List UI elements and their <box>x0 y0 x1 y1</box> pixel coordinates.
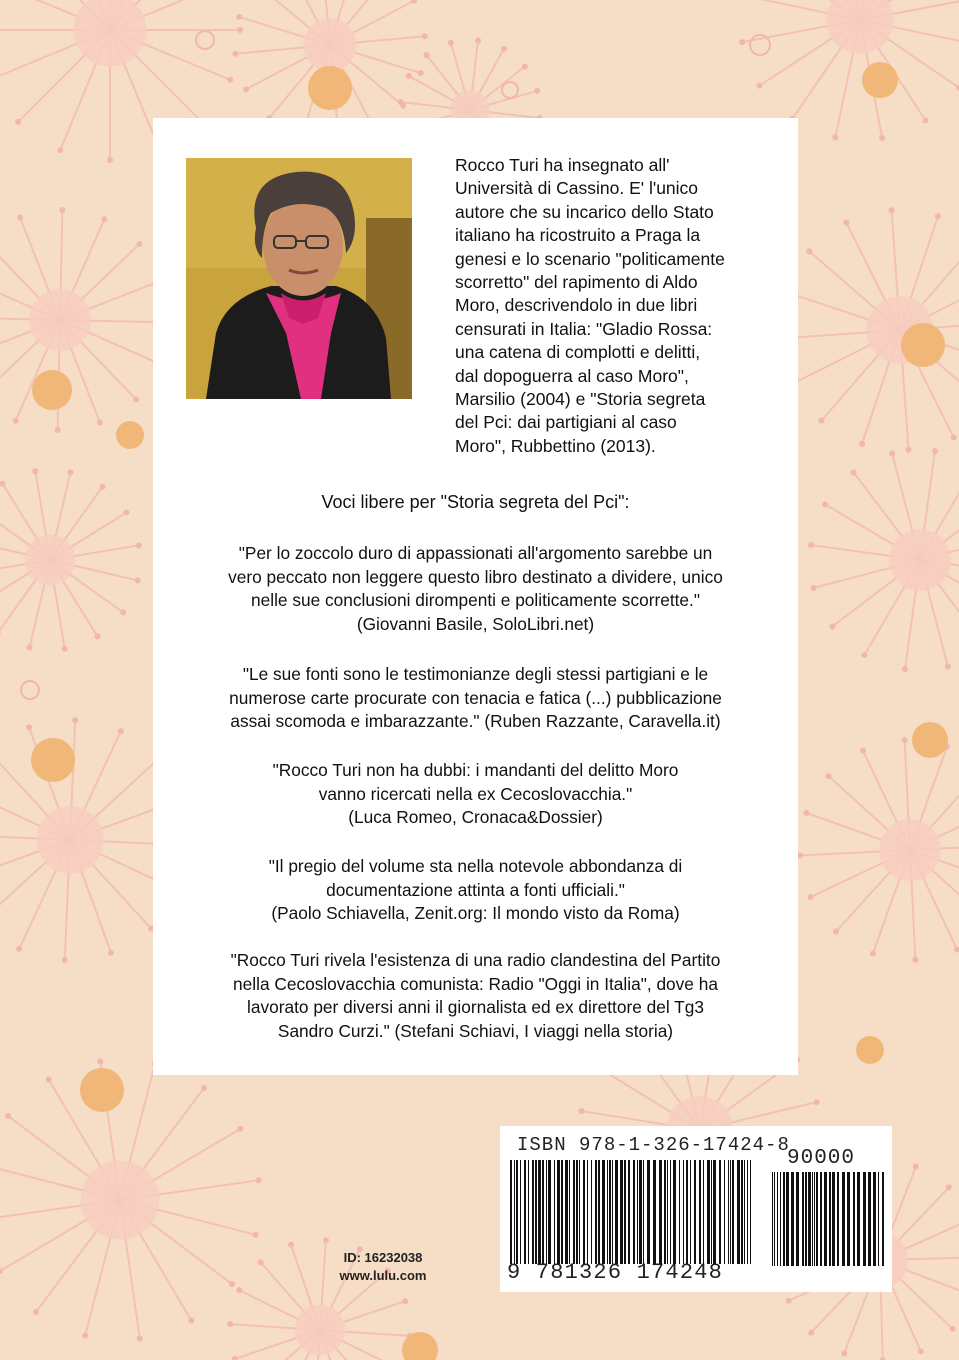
barcode-bar <box>857 1172 860 1266</box>
barcode-bar <box>882 1172 884 1266</box>
barcode-bar <box>847 1172 850 1266</box>
barcode-bar <box>719 1160 721 1264</box>
review-quote-2 <box>173 663 778 734</box>
barcode-bar <box>673 1160 676 1264</box>
barcode-bar <box>703 1160 704 1264</box>
barcode-bar <box>643 1160 644 1264</box>
bio-line: Marsilio (2004) e "Storia segreta <box>455 389 706 410</box>
barcode-bar <box>694 1160 696 1264</box>
decor-dot <box>308 66 352 110</box>
barcode-bar <box>853 1172 855 1266</box>
bio-line: del Pci: dai partigiani al caso <box>455 412 677 433</box>
barcode-bar <box>557 1160 560 1264</box>
barcode-bar <box>565 1160 568 1264</box>
barcode-bar <box>653 1160 656 1264</box>
quote-line: numerose carte procurate con tenacia e fatica (...) pubblicazione <box>229 687 722 708</box>
review-quote-1 <box>173 542 778 636</box>
decor-ring <box>502 82 518 98</box>
review-quote-3 <box>173 759 778 830</box>
quote-line: documentazione attinta a fonti ufficiali." <box>326 879 625 900</box>
decor-dot <box>116 421 144 449</box>
decor-dot <box>856 1036 884 1064</box>
barcode-bar <box>573 1160 575 1264</box>
barcode-bar <box>569 1160 570 1264</box>
quote-line: nella Cecoslovacchia comunista: Radio "Oggi in Italia", dove ha <box>233 973 718 994</box>
starburst <box>0 1058 262 1341</box>
quote-line: "Rocco Turi non ha dubbi: i mandanti del delitto Moro <box>272 760 679 780</box>
barcode-bar <box>683 1160 684 1264</box>
barcode-bar <box>664 1160 666 1264</box>
decor-dot <box>31 738 75 782</box>
quote-line: "Le sue fonti sono le testimonianze degli stessi partigiani e le <box>242 664 709 684</box>
bio-line: autore che su incarico dello Stato <box>455 201 714 222</box>
barcode-bar <box>548 1160 551 1264</box>
barcode-bar <box>791 1172 794 1266</box>
starburst <box>0 468 142 652</box>
barcode-bar <box>579 1160 580 1264</box>
quote-source: (Giovanni Basile, SoloLibri.net) <box>356 613 595 634</box>
reviews-heading: Voci libere per "Storia segreta del Pci": <box>321 492 630 512</box>
bio-line: italiano ha ricostruito a Praga la <box>455 225 701 246</box>
bio-line: censurati in Italia: "Gladio Rossa: <box>455 318 713 339</box>
barcode-bar <box>814 1172 815 1266</box>
barcode-bar <box>670 1160 671 1264</box>
barcode-bar <box>777 1172 778 1266</box>
barcode-bar <box>796 1172 799 1266</box>
barcode-bar <box>737 1160 740 1264</box>
starburst <box>0 207 173 433</box>
review-quote-4 <box>173 855 778 926</box>
barcode-bar <box>520 1160 521 1264</box>
barcode-bar <box>615 1160 618 1264</box>
barcode-bar <box>707 1160 710 1264</box>
barcode-bar <box>832 1172 835 1266</box>
barcode-bar <box>679 1160 680 1264</box>
barcode-bar <box>510 1160 512 1264</box>
barcode-bar <box>728 1160 729 1264</box>
decor-dot <box>912 722 948 758</box>
bio-line: Rocco Turi ha insegnato all' <box>455 155 670 175</box>
decor-dot <box>32 370 72 410</box>
price-code: 90000 <box>787 1147 856 1170</box>
quote-line: vanno ricercati nella ex Cecoslovacchia." <box>318 783 633 804</box>
barcode-bar <box>863 1172 866 1266</box>
barcode-bar <box>699 1160 701 1264</box>
barcode-bar <box>524 1160 526 1264</box>
author-bio <box>455 154 775 458</box>
isbn-number: ISBN 978-1-326-17424-8 <box>517 1134 790 1156</box>
barcode-bar <box>816 1172 818 1266</box>
quote-line: "Rocco Turi rivela l'esistenza di una radio clandestina del Partito <box>230 950 721 970</box>
barcode-bar <box>750 1160 751 1264</box>
decor-ring <box>196 31 214 49</box>
author-photo <box>186 158 412 399</box>
quote-line: "Per lo zoccolo duro di appassionati all'argomento sarebbe un <box>238 543 713 563</box>
barcode-bar <box>554 1160 555 1264</box>
text-panel <box>153 118 798 1075</box>
bio-line: Moro", Rubbettino (2013). <box>455 435 656 456</box>
barcode-bar <box>546 1160 547 1264</box>
barcode-bar <box>633 1160 635 1264</box>
decor-ring <box>21 681 39 699</box>
barcode-bar <box>812 1172 813 1266</box>
barcode-bar <box>732 1160 734 1264</box>
barcode-bar <box>624 1160 626 1264</box>
barcode-bar <box>535 1160 537 1264</box>
barcode-bar <box>878 1172 879 1266</box>
starburst <box>808 448 959 672</box>
barcode-bar <box>842 1172 845 1266</box>
bio-line: una catena di complotti e delitti, <box>455 342 701 363</box>
barcode-bar <box>561 1160 563 1264</box>
barcode-bar <box>824 1172 827 1266</box>
barcode-bar <box>690 1160 691 1264</box>
barcode-digits: 9 781326 174248 <box>507 1260 724 1285</box>
barcode-bar <box>538 1160 541 1264</box>
barcode-bar <box>713 1160 716 1264</box>
barcode-bar <box>772 1172 773 1266</box>
bio-line: scorretto" del rapimento di Aldo <box>455 272 698 293</box>
barcode-bar <box>744 1160 745 1264</box>
barcode-bar <box>637 1160 638 1264</box>
lulu-url: www.lulu.com <box>339 1268 427 1283</box>
barcode-bar <box>802 1172 804 1266</box>
barcode-bar <box>774 1172 775 1266</box>
barcode-bar <box>820 1172 822 1266</box>
bio-line: dal dopoguerra al caso Moro", <box>455 365 689 386</box>
decor-dot <box>80 1068 124 1112</box>
barcode-bar <box>686 1160 688 1264</box>
quote-source: (Luca Romeo, Cronaca&Dossier) <box>348 807 603 827</box>
barcode-bar <box>583 1160 585 1264</box>
barcode-bar <box>628 1160 630 1264</box>
barcode-bar <box>598 1160 600 1264</box>
quote-line: lavorato per diversi anni il giornalista ed ex direttore del Tg3 <box>247 997 704 1017</box>
barcode-bar <box>711 1160 712 1264</box>
bio-line: Moro, descrivendolo in due libri <box>455 295 698 316</box>
barcode-bar <box>516 1160 518 1264</box>
barcode-bar <box>873 1172 876 1266</box>
quote-line: "Il pregio del volume sta nella notevole abbondanza di <box>268 856 683 876</box>
quote-line: assai scomoda e imbarazzante." (Ruben Razzante, Caravella.it) <box>230 711 721 731</box>
barcode-bar <box>659 1160 662 1264</box>
barcode-bar <box>607 1160 608 1264</box>
barcode-bar <box>805 1172 807 1266</box>
decor-dot <box>901 323 945 367</box>
quote-line: Sandro Curzi." (Stefani Schiavi, I viaggi nella storia) <box>277 1020 674 1041</box>
quote-line: nelle sue conclusioni dirompenti e politicamente scorrette." <box>251 590 700 610</box>
barcode-bar <box>595 1160 597 1264</box>
bio-line: Università di Cassino. E' l'unico <box>455 178 699 199</box>
lulu-info <box>328 1249 438 1285</box>
barcode-bar <box>786 1172 789 1266</box>
barcode-bar <box>542 1160 544 1264</box>
barcode-bar <box>612 1160 613 1264</box>
bio-line: genesi e lo scenario "politicamente <box>455 248 725 269</box>
starburst <box>797 737 959 963</box>
barcode-bar <box>647 1160 650 1264</box>
barcode-bar <box>724 1160 725 1264</box>
isbn-barcode <box>500 1126 892 1292</box>
barcode-bar <box>639 1160 642 1264</box>
barcode-bar <box>602 1160 605 1264</box>
lulu-id: ID: 16232038 <box>343 1250 423 1265</box>
barcode-bar <box>837 1172 839 1266</box>
barcode-bar <box>741 1160 743 1264</box>
barcode-bar <box>591 1160 592 1264</box>
barcode-bar <box>730 1160 731 1264</box>
barcode-bar <box>667 1160 668 1264</box>
barcode-bar <box>783 1172 785 1266</box>
barcode-bar <box>532 1160 534 1264</box>
barcode-bar <box>514 1160 515 1264</box>
quote-source: (Paolo Schiavella, Zenit.org: Il mondo visto da Roma) <box>271 903 680 923</box>
barcode-bar <box>780 1172 781 1266</box>
barcode-bar <box>620 1160 623 1264</box>
barcode-bar <box>868 1172 871 1266</box>
barcode-bar <box>576 1160 578 1264</box>
barcode-bar <box>829 1172 831 1266</box>
barcode-bar <box>609 1160 611 1264</box>
quote-line: vero peccato non leggere questo libro destinato a dividere, unico <box>228 566 723 587</box>
barcode-bar <box>587 1160 588 1264</box>
decor-dot <box>862 62 898 98</box>
barcode-bar <box>808 1172 811 1266</box>
barcode-bar <box>747 1160 748 1264</box>
barcode-bar <box>528 1160 529 1264</box>
review-quote-5 <box>173 949 778 1043</box>
